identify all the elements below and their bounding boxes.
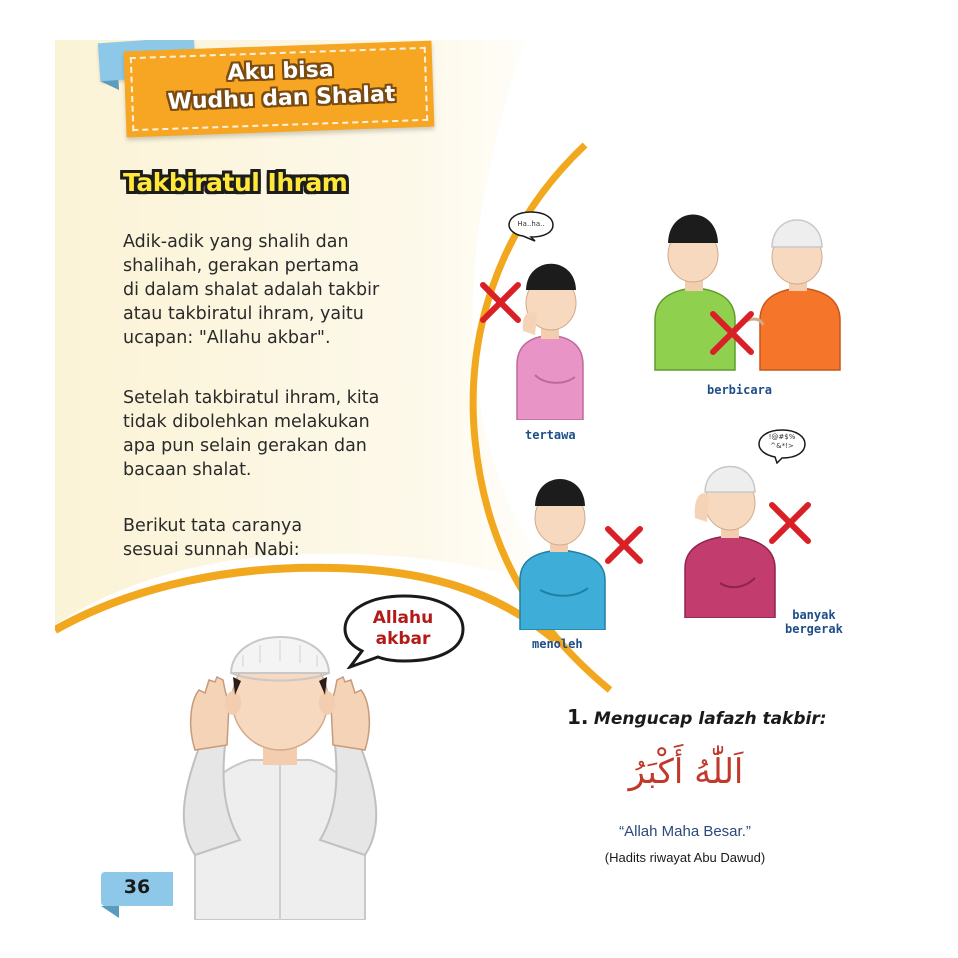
- speech-line-1: Allahu: [372, 608, 434, 628]
- paragraph-line: tidak dibolehkan melakukan: [123, 412, 370, 432]
- paragraph-line: Setelah takbiratul ihram, kita: [123, 388, 380, 408]
- banner-line-2: Wudhu dan Shalat: [167, 82, 396, 115]
- section-title: Takbiratul Ihram: [123, 168, 348, 197]
- arabic-takbir: اَللّٰهُ أَكْبَرُ: [628, 752, 744, 792]
- step-number: 1.: [567, 705, 589, 729]
- paragraph-line: Adik-adik yang shalih dan: [123, 232, 349, 252]
- cross-icon: [707, 308, 757, 358]
- speech-bubble-text: [347, 608, 459, 650]
- paragraph-line: shalihah, gerakan pertama: [123, 256, 360, 276]
- book-page: [55, 40, 910, 920]
- hadith-source: (Hadits riwayat Abu Dawud): [604, 850, 766, 865]
- paragraph-line: bacaan shalat.: [123, 460, 252, 480]
- caption-tertawa: tertawa: [525, 428, 576, 442]
- banner-title: [140, 53, 422, 117]
- paragraph-line: apa pun selain gerakan dan: [123, 436, 367, 456]
- takbir-meaning: “Allah Maha Besar.”: [619, 823, 751, 840]
- step-label: Mengucap lafazh takbir:: [593, 709, 827, 729]
- caption-menoleh: menoleh: [532, 637, 583, 651]
- paragraph-howto: [123, 514, 423, 562]
- moving-bubble-text: [761, 433, 803, 451]
- caption-banyak-bergerak: [785, 608, 843, 636]
- caption-line-1: banyak: [792, 608, 836, 622]
- paragraph-line: ucapan: "Allahu akbar".: [123, 328, 331, 348]
- cross-icon: [767, 500, 813, 546]
- page-number: 36: [123, 876, 151, 898]
- caption-line-2: bergerak: [785, 622, 843, 636]
- cross-icon: [603, 524, 645, 566]
- cross-icon: [478, 280, 523, 325]
- moving-bubble-line-1: !@#$%: [768, 433, 796, 441]
- banner-line-1: Aku bisa: [227, 57, 335, 86]
- laughing-boy-illustration: [495, 245, 605, 420]
- speech-line-2: akbar: [375, 629, 431, 649]
- laugh-bubble-text: Ha..ha..: [517, 220, 545, 228]
- paragraph-line: Berikut tata caranya: [123, 516, 303, 536]
- moving-bubble-line-2: ^&*!>: [770, 442, 794, 450]
- paragraph-line: di dalam shalat adalah takbir: [123, 280, 380, 300]
- step-heading: [567, 705, 827, 729]
- caption-berbicara: berbicara: [707, 383, 773, 397]
- paragraph-rule: [123, 386, 423, 482]
- paragraph-intro: [123, 230, 423, 350]
- paragraph-line: atau takbiratul ihram, yaitu: [123, 304, 364, 324]
- paragraph-line: sesuai sunnah Nabi:: [123, 540, 300, 560]
